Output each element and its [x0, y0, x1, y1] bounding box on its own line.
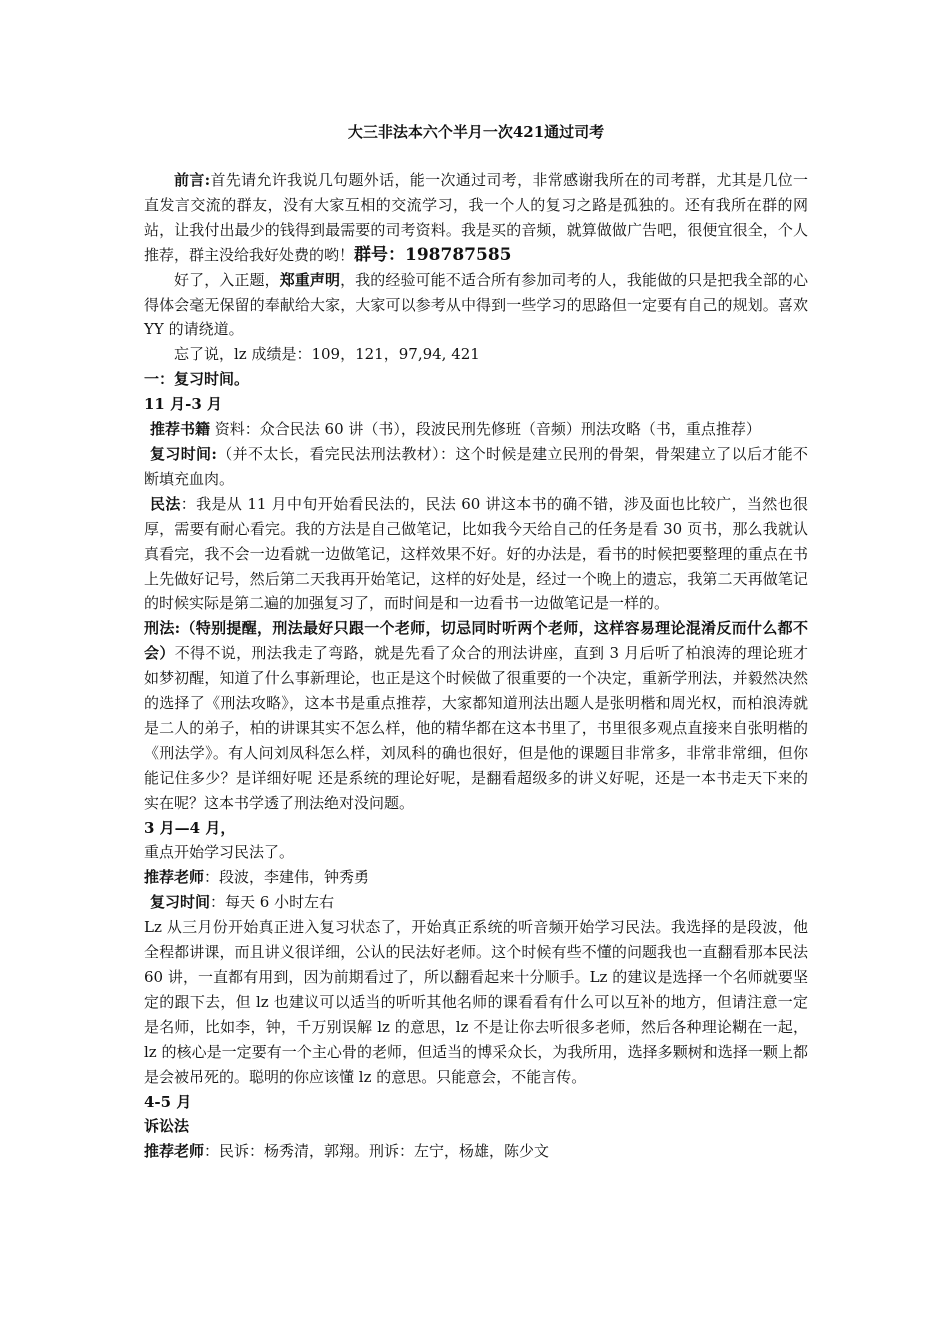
review-time-paragraph — [144, 442, 808, 492]
intro-paragraph — [144, 268, 808, 343]
subject-heading-procedure: 诉讼法 — [144, 1117, 190, 1136]
teachers-text: ：段波，李建伟，钟秀勇 — [204, 868, 370, 887]
civil-study-paragraph: Lz 从三月份开始真正进入复习状态了，开始真正系统的听音频开始学习民法。我选择的是段波，他全程都讲课，而且讲义很详细，公认的民法好老师。这个时候有些不懂的问题我也一直翻看那本民法 60 讲，一直都有用到，因为前期看过了，所以翻看起来十分顺手。Lz 的建议是选择一个名师就要坚定的跟下去，但 lz 也建议可以适当的听听其他名师的课看看有什么可以互补的地方，但请注意一定是名师，比如李，钟，千万别误解 lz 的意思，lz 不是让你去听很多老师，然后各种理论糊在一起，lz 的核心是一定要有一个主心骨的老师，但适当的博采众长，为我所用，选择多颗树和选择一颗上都是会被吊死的。聪明的你应该懂 lz 的意思。只能意会，不能言传。 — [144, 918, 808, 1086]
civil-law-text: ：我是从 11 月中旬开始看民法的，民法 60 讲这本书的确不错，涉及面也比较广，当然也很厚，需要有耐心看完。我的方法是自己做笔记，比如我今天给自己的任务是看 30 页书，那么我就认真看完，我不会一边看就一边做笔记，这样效果不好。好的办法是，看书的时候把要整理的重点在书上先做好记号，然后第二天我再开始笔记，这样的好处是，经过一个晚上的遗忘，我第二天再做笔记的时候实际是第二遍的加强复习了，而时间是和一边看书一边做笔记是一样的。 — [144, 494, 808, 613]
civil-law-label: 民法 — [150, 494, 181, 513]
teachers-line — [144, 865, 808, 890]
recommended-books-line — [144, 417, 808, 442]
recommended-books-label: 推荐书籍 — [150, 420, 211, 439]
period-heading-mar-apr: 3 月—4 月， — [144, 818, 236, 837]
page-title: 大三非法本六个半月一次421通过司考 — [347, 123, 605, 141]
criminal-law-text: 不得不说，刑法我走了弯路，就是先看了众合的刑法讲座，直到 3 月后听了柏浪涛的理论班才如梦初醒，知道了什么事新理论，也正是这个时候做了很重要的一个决定，重新学刑法，并毅然决然的选择了《刑法攻略》，这本书是重点推荐，大家都知道刑法出题人是张明楷和周光权，而柏浪涛就是二人的弟子，柏的讲课其实不怎么样，他的精华都在这本书里了，书里很多观点直接来自张明楷的《刑法学》。有人问刘凤科怎么样，刘凤科的确也很好，但是他的课题目非常多，非常非常细，但你能记住多少？是详细好呢 还是系统的理论好呢，是翻看超级多的讲义好呢，还是一本书走天下来的实在呢？这本书学透了刑法绝对没问题。 — [144, 644, 808, 812]
teachers-label: 推荐老师 — [144, 868, 205, 887]
period-heading-apr-may: 4-5 月 — [144, 1092, 192, 1111]
group-number: 群号：198787585 — [354, 244, 512, 265]
procedure-teachers-label: 推荐老师 — [144, 1142, 205, 1161]
daily-time-line — [144, 890, 808, 915]
document-body — [144, 122, 808, 1164]
criminal-law-paragraph — [144, 616, 808, 815]
section-heading-review-time: 一：复习时间。 — [144, 370, 250, 389]
daily-time-text: ：每天 6 小时左右 — [210, 893, 335, 912]
preface-text: 首先请允许我说几句题外话，能一次通过司考，非常感谢我所在的司考群，尤其是几位一直发言交流的群友，没有大家互相的交流学习，我一个人的复习之路是孤独的。还有我所在群的网站，让我付出最少的钱得到最需要的司考资料。我是买的音频，就算做做广告吧，很便宜很全，个人推荐，群主没给我好处费的哟！ — [144, 171, 808, 264]
intro-bold: 郑重声明 — [279, 270, 341, 289]
recommended-books-text: 资料：众合民法 60 讲（书），段波民刑先修班（音频）刑法攻略（书，重点推荐） — [210, 420, 761, 439]
procedure-teachers-line — [144, 1139, 808, 1164]
review-time-label: 复习时间: — [150, 444, 217, 463]
preface-paragraph — [144, 168, 808, 268]
criminal-law-label: 刑法:（特别提醒，刑法最好只跟一个老师，切忌同时听两个老师，这样容易理论混淆反而什么都不会） — [144, 619, 808, 663]
preface-label: 前言: — [174, 171, 211, 189]
period-heading-nov-mar: 11 月-3 月 — [144, 395, 222, 414]
review-time-text: （并不太长，看完民法刑法教材）：这个时候是建立民刑的骨架，骨架建立了以后才能不断填充血肉。 — [144, 444, 808, 488]
focus-line: 重点开始学习民法了。 — [144, 843, 295, 862]
procedure-teachers-text: ：民诉：杨秀清，郭翔。刑诉：左宁，杨雄，陈少文 — [204, 1142, 550, 1161]
intro-text-2: ，我的经验可能不适合所有参加司考的人，我能做的只是把我全部的心得体会毫无保留的奉献给大家，大家可以参考从中得到一些学习的思路但一定要有自己的规划。喜欢 YY 的请绕道。 — [144, 270, 808, 339]
scores-line: 忘了说，lz 成绩是：109，121，97,94, 421 — [174, 345, 480, 364]
civil-law-paragraph — [144, 492, 808, 617]
daily-time-label: 复习时间 — [150, 893, 211, 912]
intro-text-1: 好了，入正题， — [174, 270, 280, 289]
